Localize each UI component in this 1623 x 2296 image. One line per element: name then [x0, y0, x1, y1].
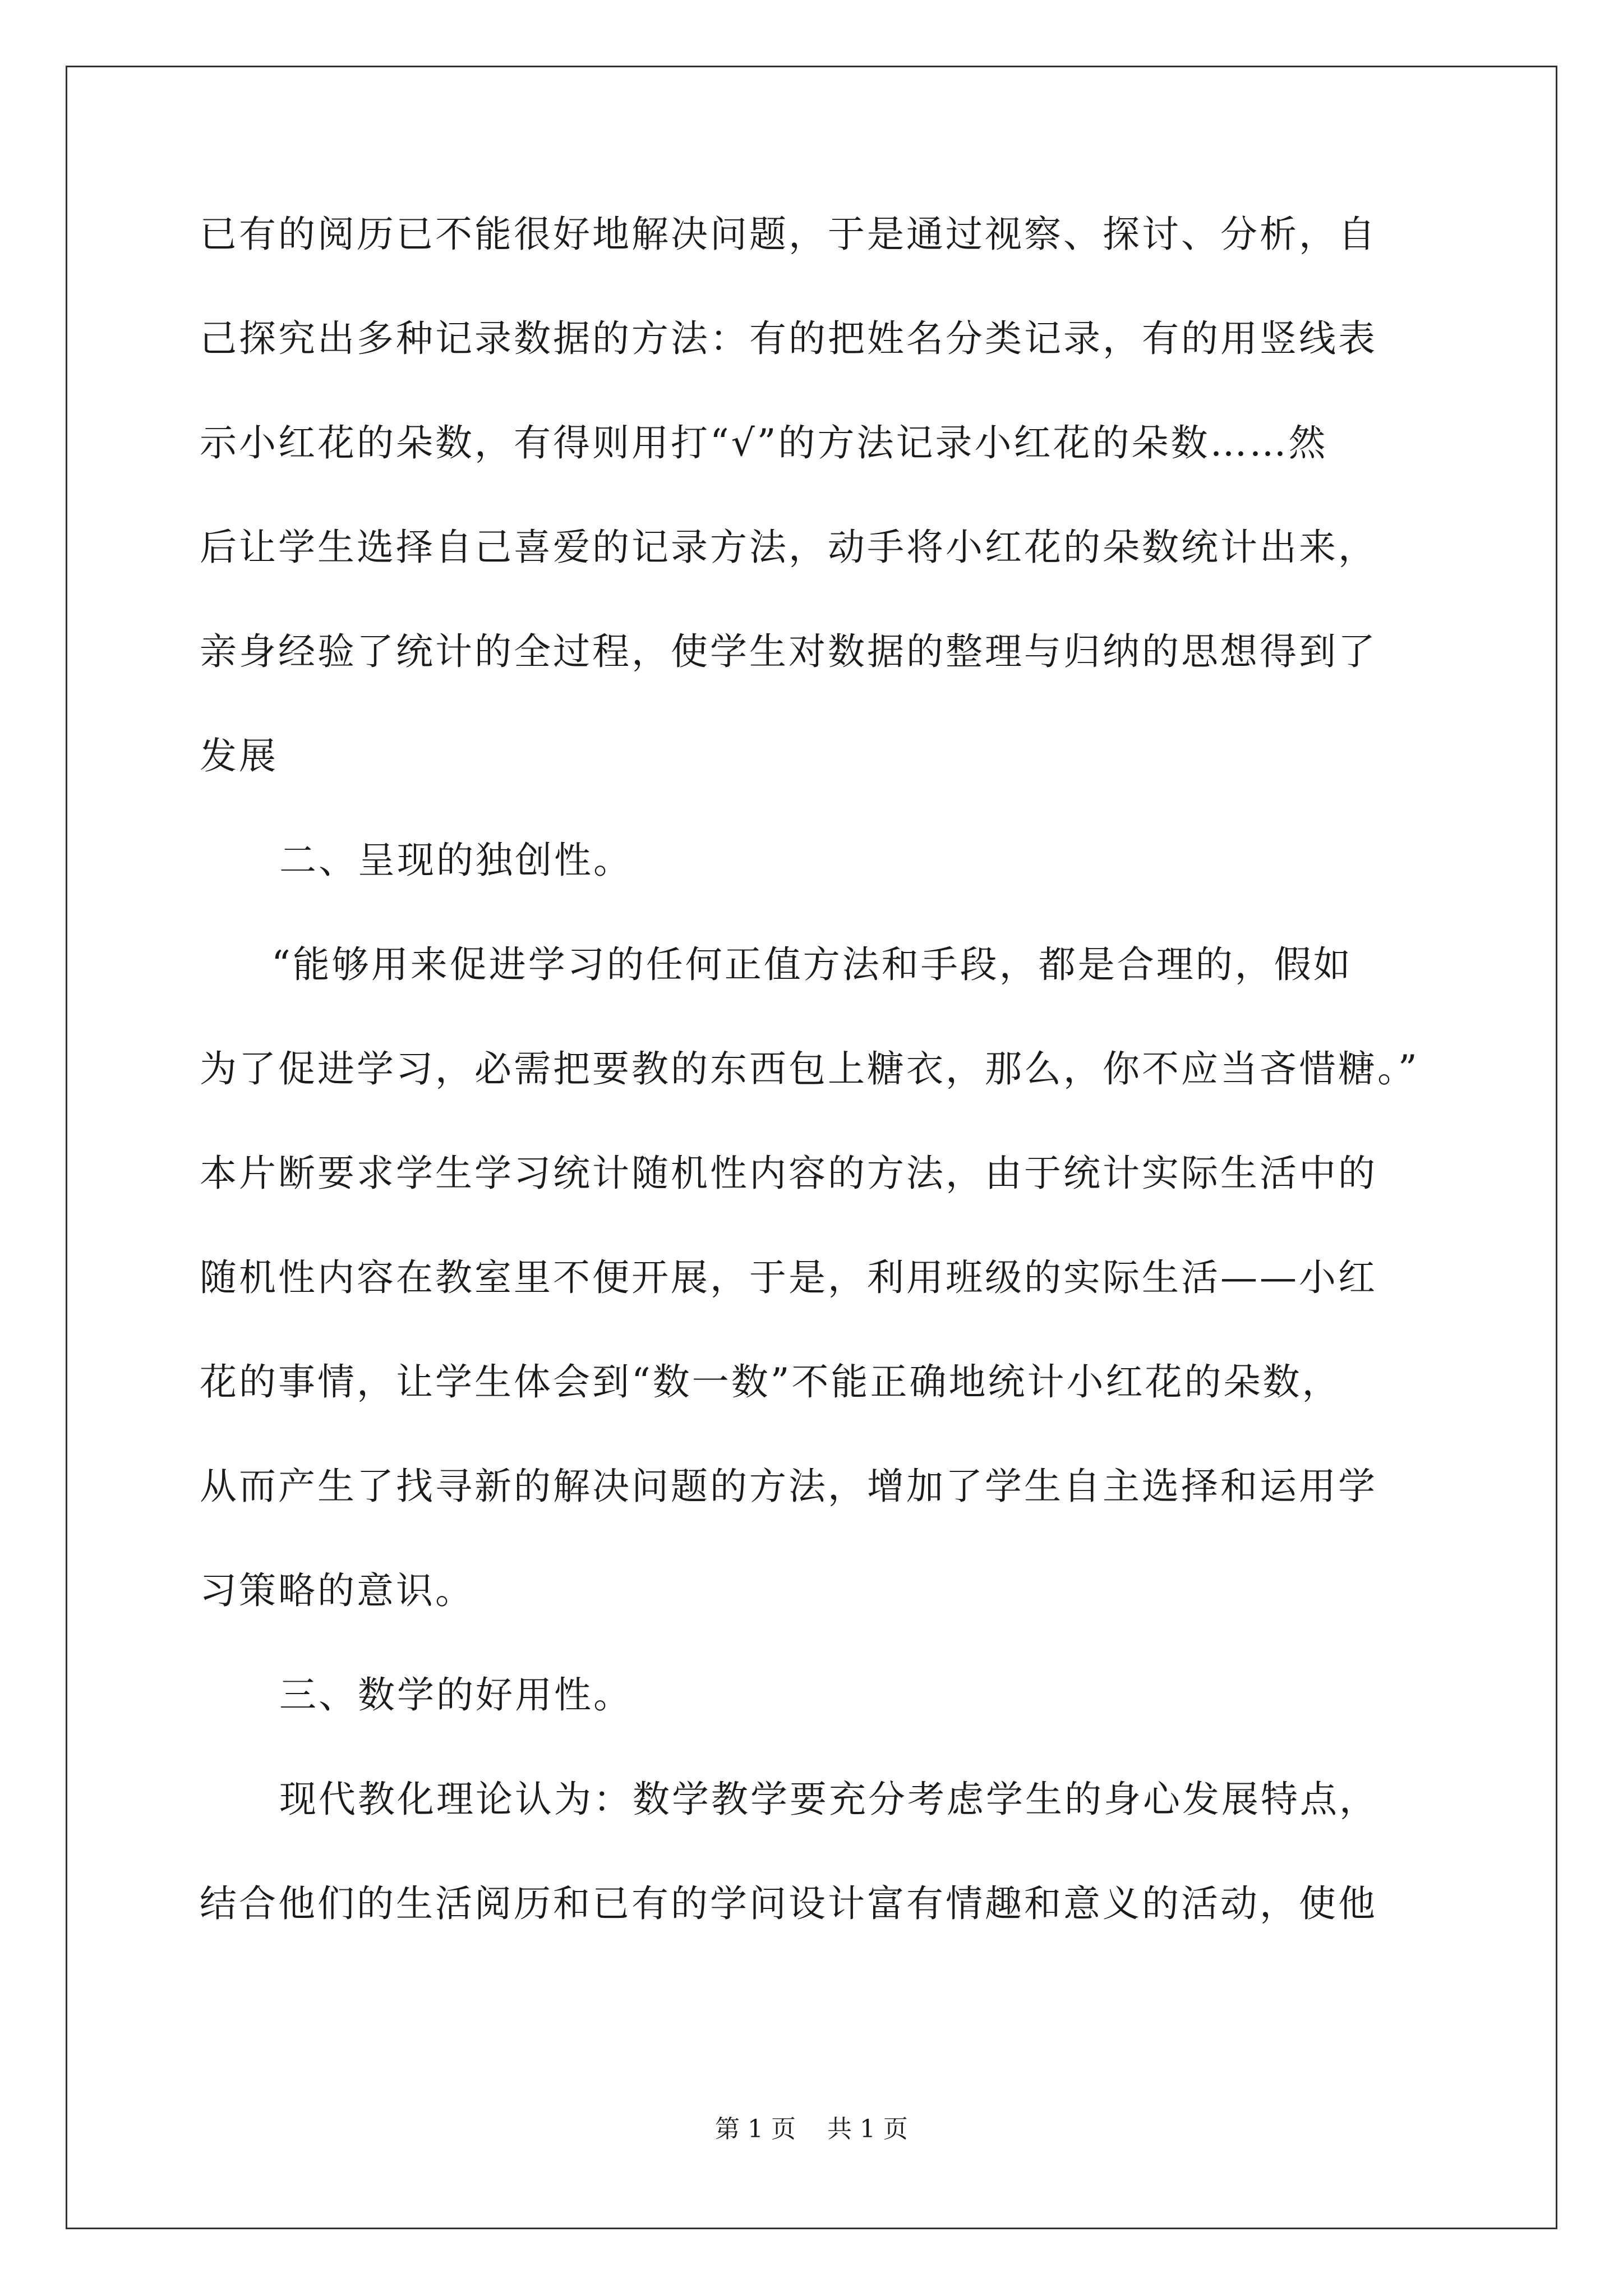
paragraph-line: 己探究出多种记录数据的方法：有的把姓名分类记录，有的用竖线表: [200, 317, 1377, 360]
paragraph-line: 随机性内容在教室里不便开展，于是，利用班级的实际生活——小红: [200, 1256, 1377, 1299]
paragraph-line: “能够用来促进学习的任何正值方法和手段，都是合理的，假如: [271, 943, 1353, 986]
page-total: 共 1 页: [827, 2115, 908, 2143]
page-number: 第 1 页: [715, 2115, 796, 2143]
section-heading: 三、数学的好用性。: [279, 1673, 633, 1717]
paragraph-line: 亲身经验了统计的全过程，使学生对数据的整理与归纳的思想得到了: [200, 630, 1377, 673]
paragraph-line: 示小红花的朵数，有得则用打“√”的方法记录小红花的朵数……然: [200, 421, 1328, 464]
paragraph-line: 发展: [200, 734, 278, 777]
section-heading: 二、呈现的独创性。: [279, 839, 633, 882]
paragraph-line: 从而产生了找寻新的解决问题的方法，增加了学生自主选择和运用学: [200, 1465, 1377, 1508]
paragraph-line: 结合他们的生活阅历和已有的学问设计富有情趣和意义的活动，使他: [200, 1882, 1377, 1925]
paragraph-line: 习策略的意识。: [200, 1569, 474, 1612]
paragraph-line: 后让学生选择自己喜爱的记录方法，动手将小红花的朵数统计出来，: [200, 526, 1377, 569]
page-footer: [0, 2113, 1623, 2146]
paragraph-line: 现代教化理论认为：数学教学要充分考虑学生的身心发展特点，: [279, 1778, 1378, 1821]
paragraph-line: 已有的阅历已不能很好地解决问题，于是通过视察、探讨、分析，自: [200, 213, 1377, 256]
paragraph-line: 本片断要求学生学习统计随机性内容的方法，由于统计实际生活中的: [200, 1152, 1377, 1195]
paragraph-line: 为了促进学习，必需把要教的东西包上糖衣，那么，你不应当吝惜糖。”: [200, 1047, 1419, 1091]
paragraph-line: 花的事情，让学生体会到“数一数”不能正确地统计小红花的朵数，: [200, 1360, 1341, 1404]
